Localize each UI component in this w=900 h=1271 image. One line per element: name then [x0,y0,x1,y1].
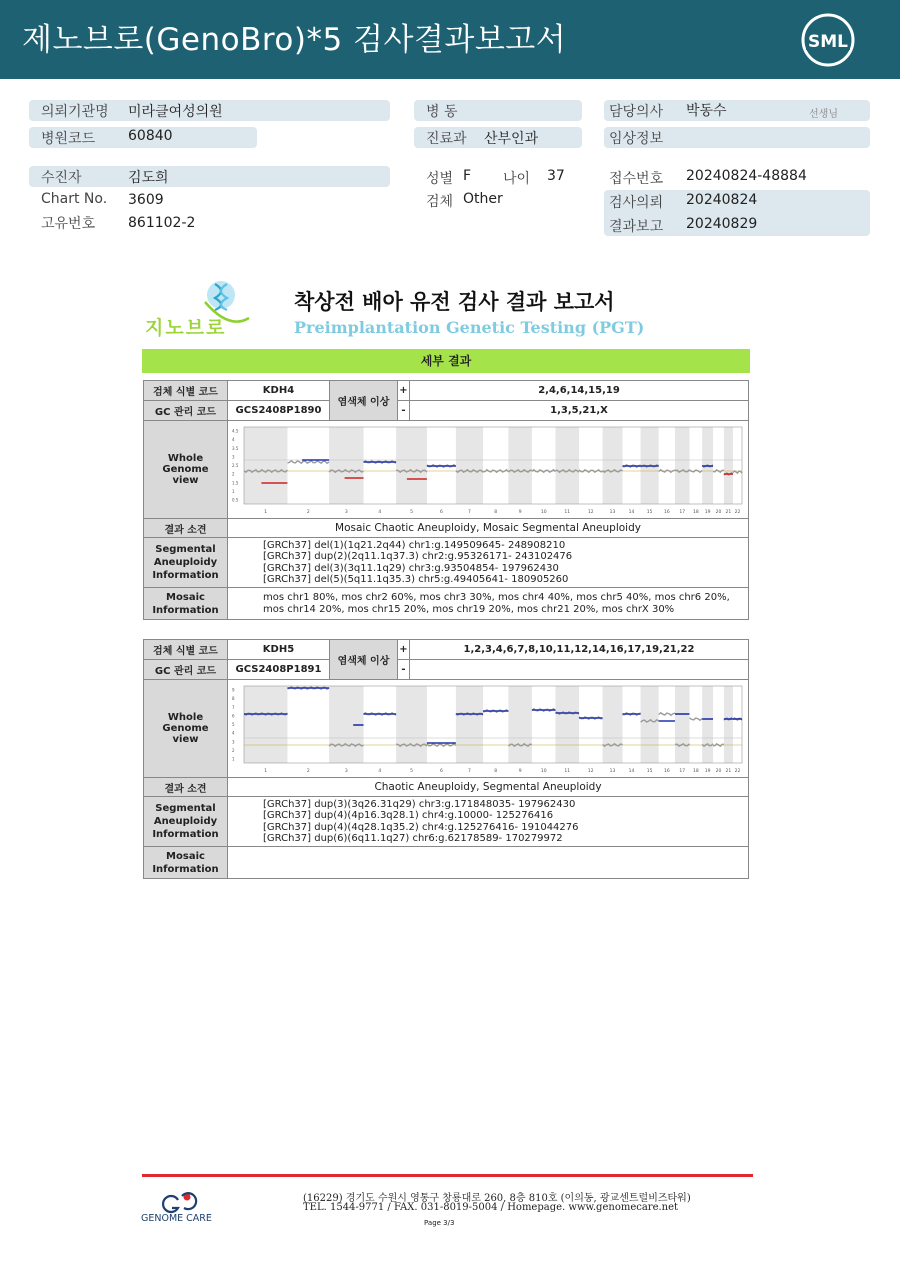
request-date-label: 검사의뢰 [609,195,664,211]
y-tick-label: 3 [232,738,235,744]
chart-label: Chart No. [41,191,108,207]
age-label: 나이 [503,171,531,187]
dept-label: 진료과 [426,131,467,147]
gc-code-label: GC 관리 코드 [144,660,228,680]
doctor-label: 담당의사 [609,104,664,120]
gc-code-value: GCS2408P1891 [228,660,330,680]
genome-care-text: GENOME CARE [141,1213,212,1224]
sml-logo-text: SML [808,32,848,52]
x-tick-label: 6 [439,509,443,515]
sample-code-value: KDH4 [228,381,330,401]
y-tick-label: 3.5 [232,445,239,451]
y-tick-label: 0.5 [232,497,239,502]
genome-view-plot-2 [230,683,746,775]
plus-sign: + [398,381,410,401]
plot-frame [244,427,742,504]
finding-value: Chaotic Aneuploidy, Segmental Aneuploidy [228,778,749,797]
sample-code-value: KDH5 [228,640,330,660]
segmental-item: [GRCh37] del(1)(1q21.2q44) chr1:g.149509645- 248908210 [263,539,566,551]
x-tick-label: 18 [692,768,699,774]
x-tick-label: 2 [306,768,310,774]
age-value: 37 [547,168,565,184]
genome-view-cell [228,680,749,778]
chromosome-band [244,686,287,763]
x-tick-label: 2 [306,509,310,515]
x-tick-label: 8 [494,768,498,774]
footer-contact: TEL. 1544-9771 / FAX. 031-8019-5004 / Homepage. www.genomecare.net [303,1202,679,1213]
genome-view-label: Whole Genome view [144,421,228,519]
institution-value: 미라클여성의원 [128,104,223,120]
x-tick-label: 16 [663,768,670,774]
x-tick-label: 22 [734,509,741,515]
x-tick-label: 7 [468,509,471,515]
mosaic-line: mos chr14 20%, mos chr15 20%, mos chr19 20%, mos chr21 20%, mos chrX 30% [263,603,675,615]
request-date-value: 20240824 [686,192,758,208]
id-value: 861102-2 [128,215,196,231]
gc-logo-icon [163,1196,178,1212]
y-tick-label: 3 [232,453,235,459]
x-tick-label: 10 [540,768,547,774]
genobro-logo [145,278,255,340]
clinical-label: 임상정보 [609,131,664,147]
x-tick-label: 12 [587,768,594,774]
y-tick-label: 2 [232,747,235,753]
y-tick-label: 4 [232,436,235,442]
y-tick-label: 7 [232,704,235,710]
report-header [0,0,900,79]
x-tick-label: 6 [439,768,443,774]
minus-sign: - [398,401,410,421]
x-tick-label: 20 [715,509,722,515]
gain-chromosomes: 1,2,3,4,6,7,8,10,11,12,14,16,17,19,21,22 [410,640,749,660]
chromosome-band [555,686,579,763]
x-tick-label: 22 [734,768,741,774]
doctor-suffix: 선생님 [809,109,838,120]
name-value: 김도희 [128,170,169,186]
x-tick-label: 9 [518,768,522,774]
finding-label: 결과 소견 [144,778,228,797]
sml-logo [800,12,856,68]
name-label: 수진자 [41,170,82,186]
report-title-kr: 착상전 배아 유전 검사 결과 보고서 [294,290,615,314]
chromosome-band [396,427,427,504]
footer-address: (16229) 경기도 수원시 영통구 창룡대로 260, 8층 810호 (이의동, 광교센트럴비즈타워) [303,1193,691,1204]
x-tick-label: 3 [344,509,348,515]
sample-table-1 [143,380,749,620]
segmental-label: Segmental Aneuploidy Information [144,538,228,588]
x-tick-label: 1 [264,509,268,515]
x-tick-label: 4 [378,509,382,515]
institution-label: 의뢰기관명 [41,104,109,120]
chromosome-band [396,686,427,763]
x-tick-label: 17 [679,509,686,515]
segmental-item: [GRCh37] dup(2)(2q11.1q37.3) chr2:g.95326171- 243102476 [263,551,573,562]
plus-sign: + [398,640,410,660]
report-title: 제노브로(GenoBro)*5 검사결과보고서 [22,22,567,58]
signal-trace [713,469,724,471]
chromosome-band [675,686,689,763]
chromosome-band [329,427,363,504]
mosaic-list [228,847,749,879]
loss-chromosomes: 1,3,5,21,X [410,401,749,421]
x-tick-label: 5 [410,509,413,515]
report-title-en: Preimplantation Genetic Testing (PGT) [294,318,645,337]
specimen-label: 검체 [426,194,454,210]
id-label: 고유번호 [41,216,96,232]
chromosome-band [508,686,532,763]
x-tick-label: 9 [518,509,522,515]
y-tick-label: 4.5 [232,428,239,433]
chromosome-band [456,427,483,504]
section-header: 세부 결과 [142,349,750,373]
segmental-item: [GRCh37] dup(4)(4p16.3q28.1) chr4:g.10000- 125276416 [263,810,554,821]
segmental-list [228,797,749,847]
x-tick-label: 19 [704,509,711,515]
x-tick-label: 10 [540,509,547,515]
hospital-code-label: 병원코드 [41,131,96,147]
finding-label: 결과 소견 [144,519,228,538]
signal-trace [427,743,456,745]
sample-code-label: 검체 식별 코드 [144,640,228,660]
signal-trace [659,712,675,714]
segmental-item: [GRCh37] dup(4)(4q28.1q35.2) chr4:g.125276416- 191044276 [263,821,579,833]
doctor-value: 박동수 [686,103,727,119]
genome-view-cell [228,421,749,519]
y-tick-label: 9 [232,687,235,692]
x-tick-label: 19 [704,768,711,774]
mosaic-list [228,588,749,620]
gc-code-label: GC 관리 코드 [144,401,228,421]
segmental-item: [GRCh37] dup(6)(6q11.1q27) chr6:g.62178589- 170279972 [263,833,563,844]
receipt-label: 접수번호 [609,171,664,187]
report-date-label: 결과보고 [609,219,664,235]
signal-trace [288,460,330,462]
ward-label: 병 동 [426,104,458,120]
mosaic-label: Mosaic Information [144,847,228,879]
x-tick-label: 18 [692,509,699,515]
x-tick-label: 8 [494,509,498,515]
y-tick-label: 1 [232,488,235,494]
x-tick-label: 15 [646,509,653,515]
mosaic-line: mos chr1 80%, mos chr2 60%, mos chr3 30%, mos chr4 40%, mos chr5 40%, mos chr6 20%, [263,591,730,603]
page-number: Page 3/3 [424,1219,455,1227]
gain-chromosomes: 2,4,6,14,15,19 [410,381,749,401]
y-tick-label: 4 [232,730,235,736]
x-tick-label: 4 [378,768,382,774]
x-tick-label: 7 [468,768,471,774]
genobro-logo-text: 지노브로 [145,317,227,339]
chrom-abn-label: 염색체 이상 [330,640,398,680]
genome-view-label: Whole Genome view [144,680,228,778]
footer-divider [142,1174,753,1177]
chrom-abn-label: 염색체 이상 [330,381,398,421]
receipt-value: 20240824-48884 [686,168,807,184]
finding-value: Mosaic Chaotic Aneuploidy, Mosaic Segmental Aneuploidy [228,519,749,538]
x-tick-label: 21 [725,509,732,515]
mosaic-label: Mosaic Information [144,588,228,620]
x-tick-label: 16 [663,509,670,515]
y-tick-label: 2.5 [232,462,239,468]
x-tick-label: 5 [410,768,413,774]
signal-trace [713,743,724,745]
report-date-value: 20240829 [686,216,758,232]
specimen-value: Other [463,191,503,207]
x-tick-label: 14 [628,509,635,515]
segmental-item: [GRCh37] del(5)(5q11.1q35.3) chr5:g.49405641- 180905260 [263,574,569,585]
chromosome-band [724,686,733,763]
x-tick-label: 15 [646,768,653,774]
chromosome-band [555,427,579,504]
chromosome-band [675,427,689,504]
chromosome-band [603,686,623,763]
x-tick-label: 11 [564,509,571,515]
x-tick-label: 11 [564,768,571,774]
segmental-label: Segmental Aneuploidy Information [144,797,228,847]
y-tick-label: 6 [232,712,235,718]
x-tick-label: 3 [344,768,348,774]
sample-table-2 [143,639,749,879]
genome-care-logo [140,1186,230,1226]
segmental-list [228,538,749,588]
segmental-item: [GRCh37] del(3)(3q11.1q29) chr3:g.93504854- 197962430 [263,562,559,574]
sex-value: F [463,168,472,184]
chromosome-band [456,686,483,763]
genome-view-plot-1 [230,424,746,516]
y-tick-label: 5 [232,721,235,727]
x-tick-label: 20 [715,768,722,774]
x-tick-label: 21 [725,768,732,774]
sample-code-label: 검체 식별 코드 [144,381,228,401]
chromosome-band [603,427,623,504]
chromosome-band [702,686,713,763]
x-tick-label: 14 [628,768,635,774]
x-tick-label: 13 [609,768,616,774]
chromosome-band [244,427,287,504]
y-tick-label: 1.5 [232,479,239,485]
name-bg [29,166,390,187]
y-tick-label: 8 [232,695,235,701]
x-tick-label: 13 [609,509,616,515]
segmental-item: [GRCh37] dup(3)(3q26.31q29) chr3:g.171848035- 197962430 [263,798,576,810]
signal-trace [690,717,703,719]
chart-value: 3609 [128,192,164,208]
x-tick-label: 17 [679,768,686,774]
chromosome-band [724,427,733,504]
y-tick-label: 1 [232,756,235,761]
minus-sign: - [398,660,410,680]
plot-frame [244,686,742,763]
x-tick-label: 12 [587,509,594,515]
x-tick-label: 1 [264,768,268,774]
loss-chromosomes [410,660,749,680]
hospital-code-value: 60840 [128,128,173,144]
chromosome-band [508,427,532,504]
dept-value: 산부인과 [484,131,539,147]
gc-code-value: GCS2408P1890 [228,401,330,421]
chromosome-band [641,686,659,763]
y-tick-label: 2 [232,471,235,477]
sex-label: 성별 [426,171,454,187]
